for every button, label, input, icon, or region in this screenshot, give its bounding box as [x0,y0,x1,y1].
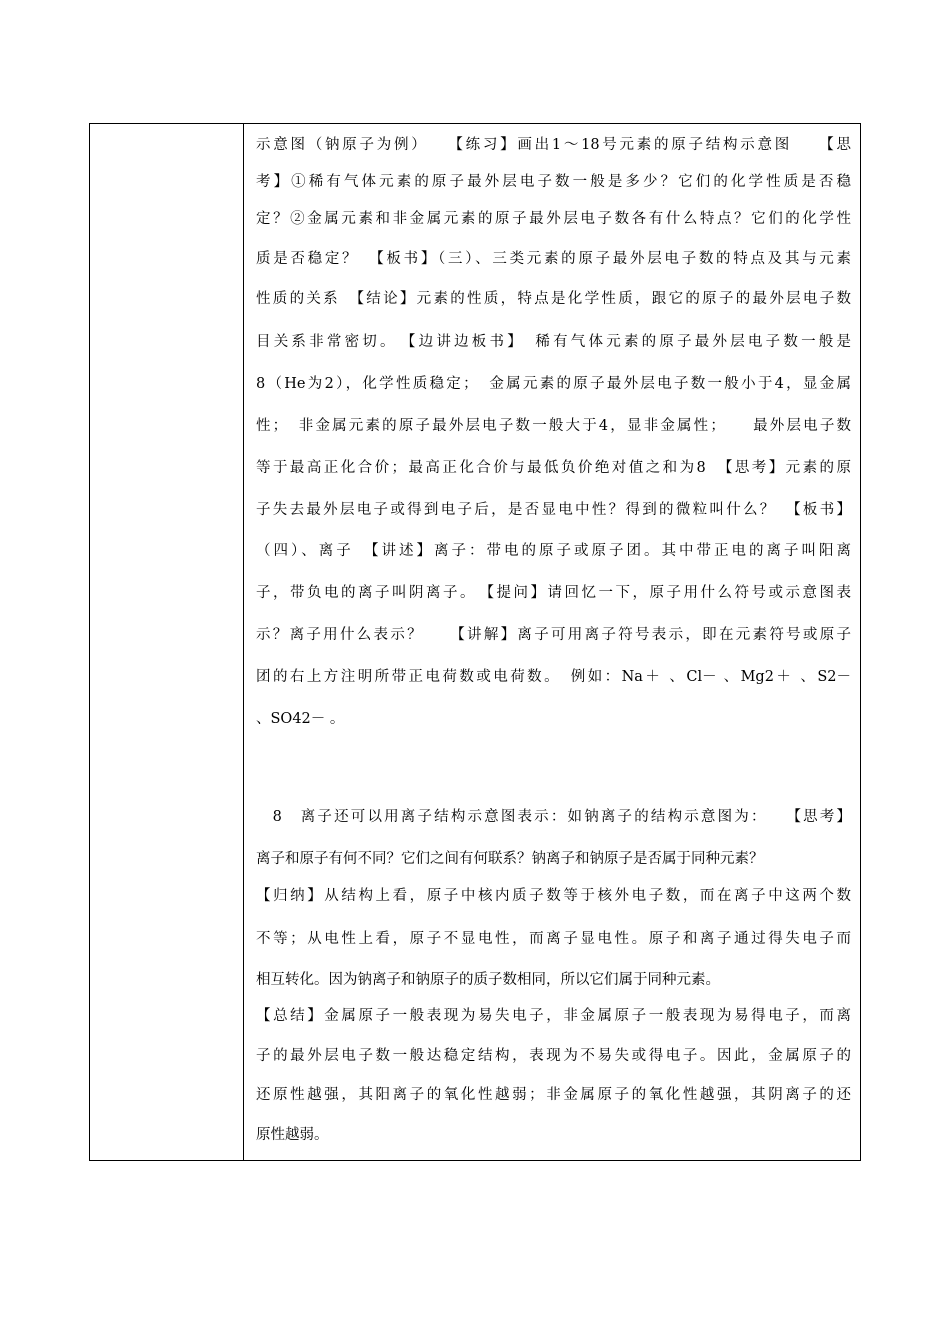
text-line: 目关系非常密切。 【边讲边板书】 稀有气体元素的原子最外层电子数一般是 [256,334,851,350]
text-line: 子的最外层电子数一般达稳定结构，表现为不易失或得电子。因此，金属原子的 [256,1048,851,1064]
text-line: 8（He为2），化学性质稳定； 金属元素的原子最外层电子数一般小于4，显金属 [256,376,851,392]
text-line: 相互转化。因为钠离子和钠原子的质子数相同，所以它们属于同种元素。 [256,972,720,988]
text-line: 原性越弱。 [256,1127,329,1143]
text-line: 还原性越强，其阳离子的氧化性越弱；非金属原子的氧化性越强，其阴离子的还 [256,1087,851,1103]
text-line: 子，带负电的离子叫阴离子。 【提问】请回忆一下，原子用什么符号或示意图表 [256,585,851,601]
text-line: 定？②金属元素和非金属元素的原子最外层电子数各有什么特点？它们的化学性 [256,211,851,227]
text-line: 示意图（钠原子为例） 【练习】画出1～18号元素的原子结构示意图 【思 [256,137,851,153]
text-line: 质是否稳定？ 【板书】（三）、三类元素的原子最外层电子数的特点及其与元素 [256,251,851,267]
text-line: 离子和原子有何不同？它们之间有何联系？钠离子和钠原子是否属于同种元素？ [256,851,764,867]
text-line: 等于最高正化合价；最高正化合价与最低负价绝对值之和为8 【思考】元素的原 [256,460,851,476]
text-line: 考】①稀有气体元素的原子最外层电子数一般是多少？它们的化学性质是否稳 [256,174,851,190]
content-table [89,123,861,1161]
text-line: 【总结】金属原子一般表现为易失电子，非金属原子一般表现为易得电子，而离 [256,1008,851,1024]
text-line: 团的右上方注明所带正电荷数或电荷数。 例如：Na＋ 、Cl－ 、Mg2＋ 、S2－ [256,669,851,685]
text-line: 、SO42－ 。 [256,711,345,727]
text-line: 示？离子用什么表示？ 【讲解】离子可用离子符号表示，即在元素符号或原子 [256,627,851,643]
text-line: 【归纳】从结构上看，原子中核内质子数等于核外电子数，而在离子中这两个数 [256,888,851,904]
text-line: 不等；从电性上看，原子不显电性，而离子显电性。原子和离子通过得失电子而 [256,931,851,947]
text-line: （四）、离子 【讲述】离子：带电的原子或原子团。其中带正电的离子叫阳离 [256,543,851,559]
right-column-cell [244,124,860,1160]
left-column-cell [90,124,244,1160]
text-line: 性； 非金属元素的原子最外层电子数一般大于4，显非金属性； 最外层电子数 [256,418,851,434]
text-line: 8 离子还可以用离子结构示意图表示：如钠离子的结构示意图为： 【思考】 [256,809,851,825]
text-line: 子失去最外层电子或得到电子后，是否显电中性？得到的微粒叫什么？ 【板书】 [256,502,851,518]
text-line: 性质的关系 【结论】元素的性质，特点是化学性质，跟它的原子的最外层电子数 [256,291,851,307]
